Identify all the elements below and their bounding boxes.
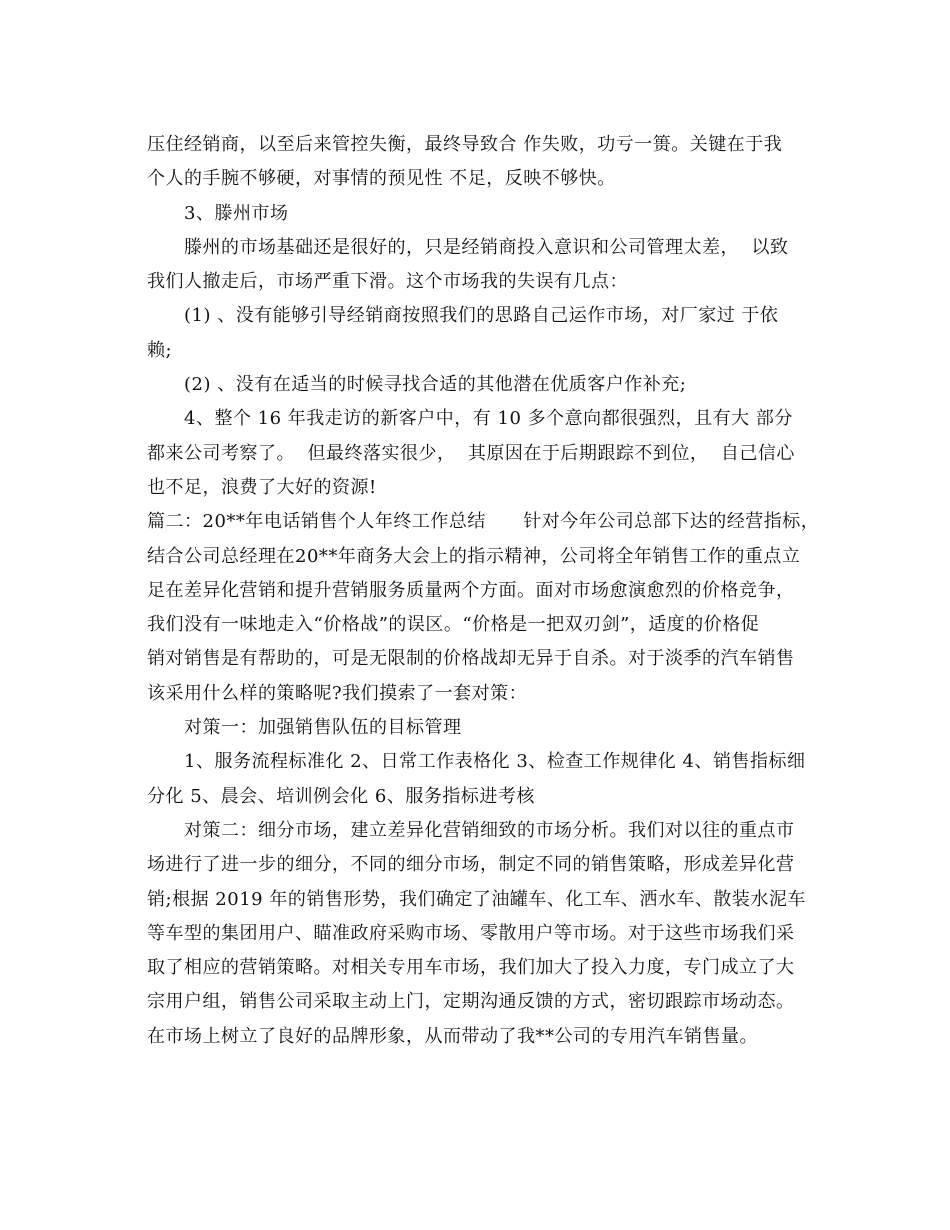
- text-line: 取了相应的营销策略。对相关专用车市场，我们加大了投入力度，专门成立了大: [147, 957, 795, 979]
- text-line: 个人的手腕不够硬，对事情的预见性 不足，反映不够快。: [147, 168, 616, 190]
- text-line: 滕州的市场基础还是很好的，只是经销商投入意识和公司管理太差， 以致: [184, 236, 789, 258]
- text-line: 在市场上树立了良好的品牌形象，从而带动了我**公司的专用汽车销售量。: [147, 1025, 758, 1047]
- document-body: [147, 128, 820, 1054]
- text-line: 篇二：20**年电话销售个人年终工作总结 针对今年公司总部下达的经营指标，: [147, 511, 820, 533]
- text-line: 1、服务流程标准化 2、日常工作表格化 3、检查工作规律化 4、销售指标细: [184, 751, 806, 773]
- text-line: (1) 、没有能够引导经销商按照我们的思路自己运作市场，对厂家过 于依: [184, 305, 779, 327]
- text-line: 宗用户组，销售公司采取主动上门，定期沟通反馈的方式，密切跟踪市场动态。: [147, 991, 795, 1013]
- text-line: 分化 5、晨会、培训例会化 6、服务指标进考核: [147, 785, 535, 807]
- text-line: 压住经销商，以至后来管控失衡，最终导致合 作失败，功亏一篑。关键在于我: [147, 134, 783, 155]
- text-line: 结合公司总经理在20**年商务大会上的指示精神，公司将全年销售工作的重点立: [147, 545, 801, 567]
- text-line: 对策二：细分市场，建立差异化营销细致的市场分析。我们对以往的重点市: [184, 819, 795, 841]
- text-line: 我们没有一味地走入“价格战”的误区。“价格是一把双刃剑”，适度的价格促: [147, 614, 760, 636]
- text-line: 赖;: [147, 339, 173, 361]
- text-line: (2) 、没有在适当的时候寻找合适的其他潜在优质客户作补充;: [184, 374, 687, 396]
- text-line: 足在差异化营销和提升营销服务质量两个方面。面对市场愈演愈烈的价格竞争，: [147, 579, 795, 601]
- text-line: 4、整个 16 年我走访的新客户中，有 10 多个意向都很强烈，且有大 部分: [184, 408, 793, 430]
- text-line: 该采用什么样的策略呢?我们摸索了一套对策：: [147, 682, 528, 704]
- text-line: 等车型的集团用户、瞄准政府采购市场、零散用户等市场。对于这些市场我们采: [147, 922, 795, 944]
- text-line: 场进行了进一步的细分，不同的细分市场，制定不同的销售策略，形成差异化营: [147, 854, 795, 876]
- text-line: 都来公司考察了。 但最终落实很少， 其原因在于后期跟踪不到位， 自己信心: [147, 442, 795, 464]
- text-line: 也不足，浪费了大好的资源!: [147, 476, 377, 498]
- text-line: 3、滕州市场: [184, 202, 289, 224]
- text-line: 我们人撤走后，市场严重下滑。这个市场我的失误有几点：: [147, 271, 628, 293]
- text-line: 销;根据 2019 年的销售形势，我们确定了油罐车、化工车、洒水车、散装水泥车: [147, 888, 806, 910]
- text-line: 对策一：加强销售队伍的目标管理: [184, 717, 462, 739]
- text-line: 销对销售是有帮助的，可是无限制的价格战却无异于自杀。对于淡季的汽车销售: [147, 648, 795, 670]
